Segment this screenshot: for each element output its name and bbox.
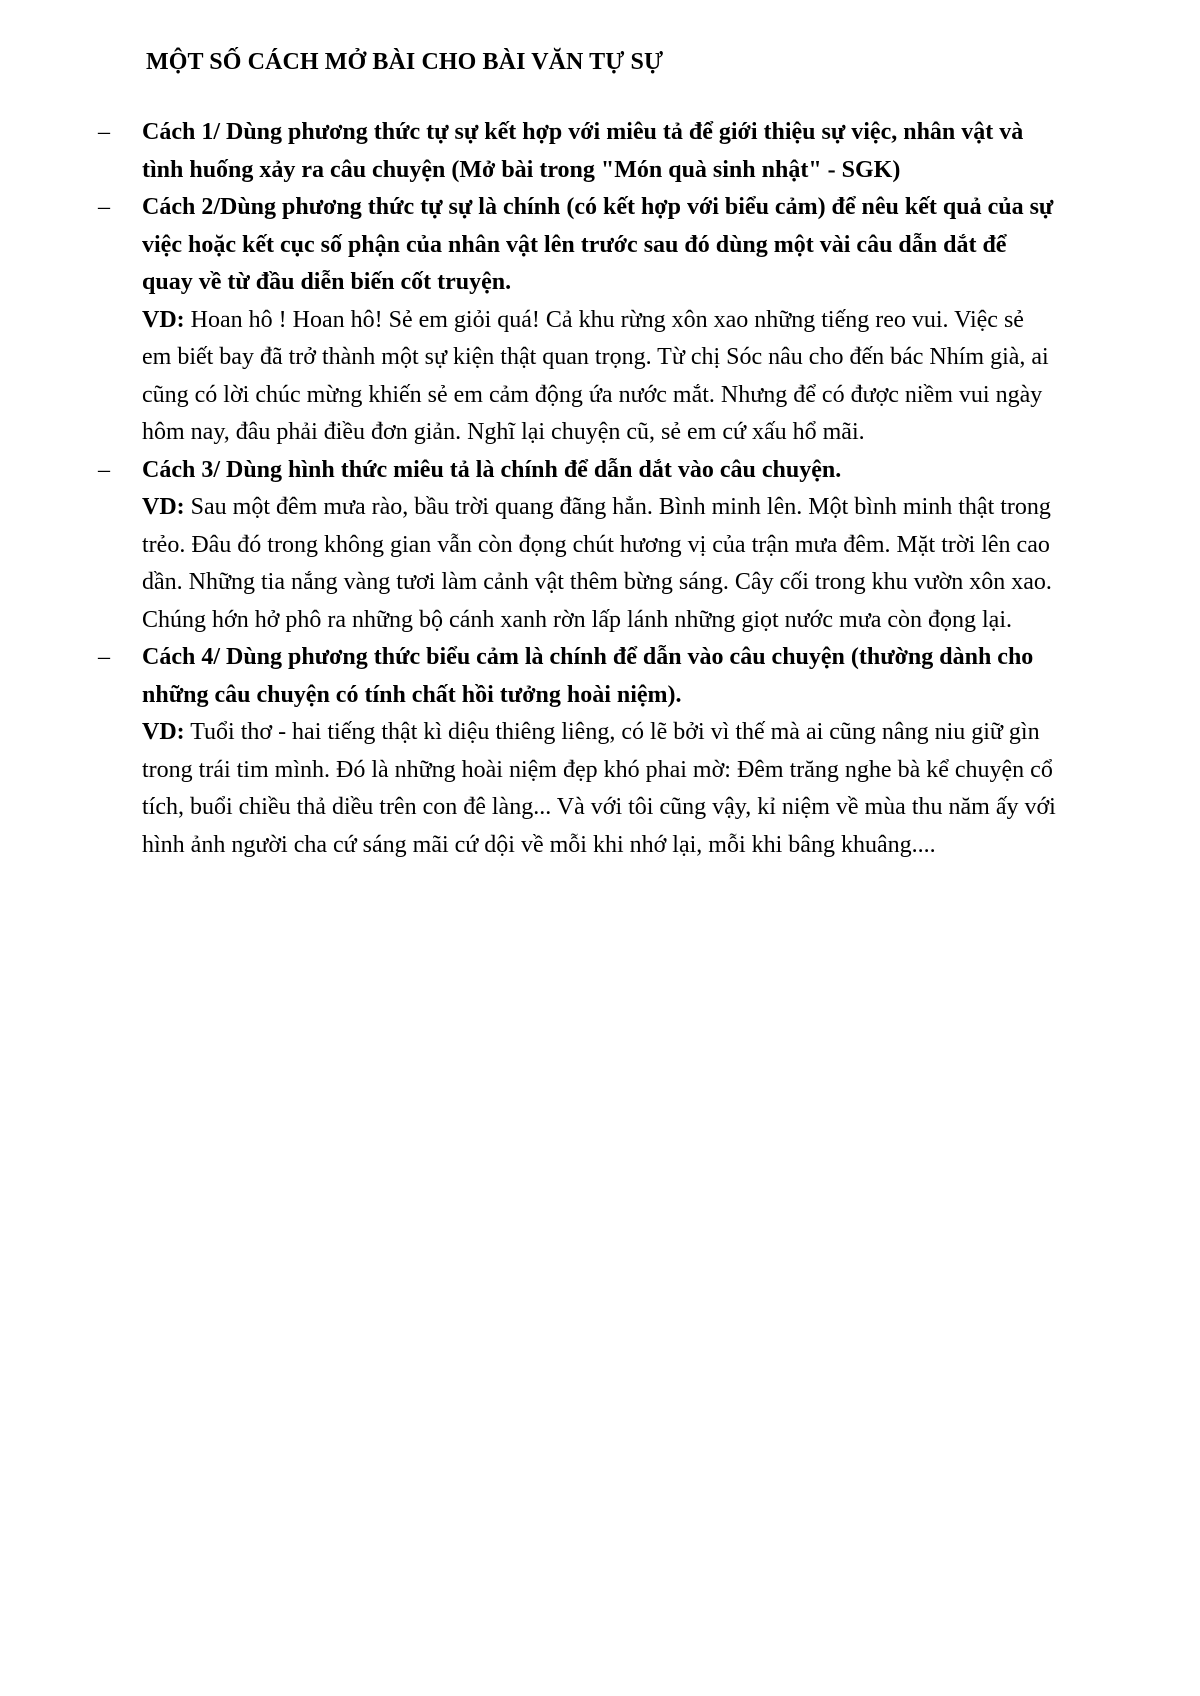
item-heading: Cách 1/ Dùng phương thức tự sự kết hợp với miêu tả để giới thiệu sự việc, nhân vật và tình huống xảy ra câu chuyện (Mở bài trong "Món quà sinh nhật" - SGK) [142, 119, 1024, 183]
example-text: Tuổi thơ - hai tiếng thật kì diệu thiêng liêng, có lẽ bởi vì thế mà ai cũng nâng niu giữ gìn trong trái tim mình. Đó là những hoài niệm đẹp khó phai mờ: Đêm trăng nghe bà kể chuyện cổ tích, buổi chiều thả diều trên con đê làng... Và với tôi cũng vậy, kỉ niệm về mùa thu năm ấy với hình ảnh người cha cứ sáng mãi cứ dội về mỗi khi nhớ lại, mỗi khi bâng khuâng.... [142, 719, 1056, 858]
item-heading: Cách 3/ Dùng hình thức miêu tả là chính để dẫn dắt vào câu chuyện. [142, 456, 842, 483]
item-example [142, 489, 1058, 639]
item-example [142, 302, 1058, 452]
example-label: VD: [142, 306, 185, 333]
bullet-dash: – [98, 119, 110, 145]
example-label: VD: [142, 494, 185, 520]
item-heading: Cách 4/ Dùng phương thức biểu cảm là chính để dẫn vào câu chuyện (thường dành cho những câu chuyện có tính chất hồi tưởng hoài niệm). [142, 644, 1034, 708]
list-item-cach-2 [98, 189, 1058, 452]
item-example [142, 714, 1058, 864]
list-item-cach-1 [98, 114, 1058, 189]
bullet-dash: – [98, 644, 110, 670]
example-text: Sau một đêm mưa rào, bầu trời quang đãng hẳn. Bình minh lên. Một bình minh thật trong trẻo. Đâu đó trong không gian vẫn còn đọng chút hương vị của trận mưa đêm. Mặt trời lên cao dần. Những tia nắng vàng tươi làm cảnh vật thêm bừng sáng. Cây cối trong khu vườn xôn xao. Chúng hớn hở phô ra những bộ cánh xanh rờn lấp lánh những giọt nước mưa còn đọng lại. [142, 494, 1052, 633]
item-heading: Cách 2/Dùng phương thức tự sự là chính (có kết hợp với biểu cảm) để nêu kết quả của sự việc hoặc kết cục số phận của nhân vật lên trước sau đó dùng một vài câu dẫn dắt để quay về từ đầu diễn biến cốt truyện. [142, 194, 1054, 295]
list-item-cach-3 [98, 452, 1058, 640]
list-item-cach-4 [98, 639, 1058, 864]
bullet-dash: – [98, 194, 110, 220]
bullet-dash: – [98, 456, 110, 483]
example-label: VD: [142, 719, 185, 745]
document-title: MỘT SỐ CÁCH MỞ BÀI CHO BÀI VĂN TỰ SỰ [146, 49, 664, 75]
example-text: Hoan hô ! Hoan hô! Sẻ em giỏi quá! Cả khu rừng xôn xao những tiếng reo vui. Việc sẻ em biết bay đã trở thành một sự kiện thật quan trọng. Từ chị Sóc nâu cho đến bác Nhím già, ai cũng có lời chúc mừng khiến sẻ em cảm động ứa nước mắt. Nhưng để có được niềm vui ngày hôm nay, đâu phải điều đơn giản. Nghĩ lại chuyện cũ, sẻ em cứ xấu hổ mãi. [142, 306, 1049, 445]
document-body [98, 114, 1058, 864]
